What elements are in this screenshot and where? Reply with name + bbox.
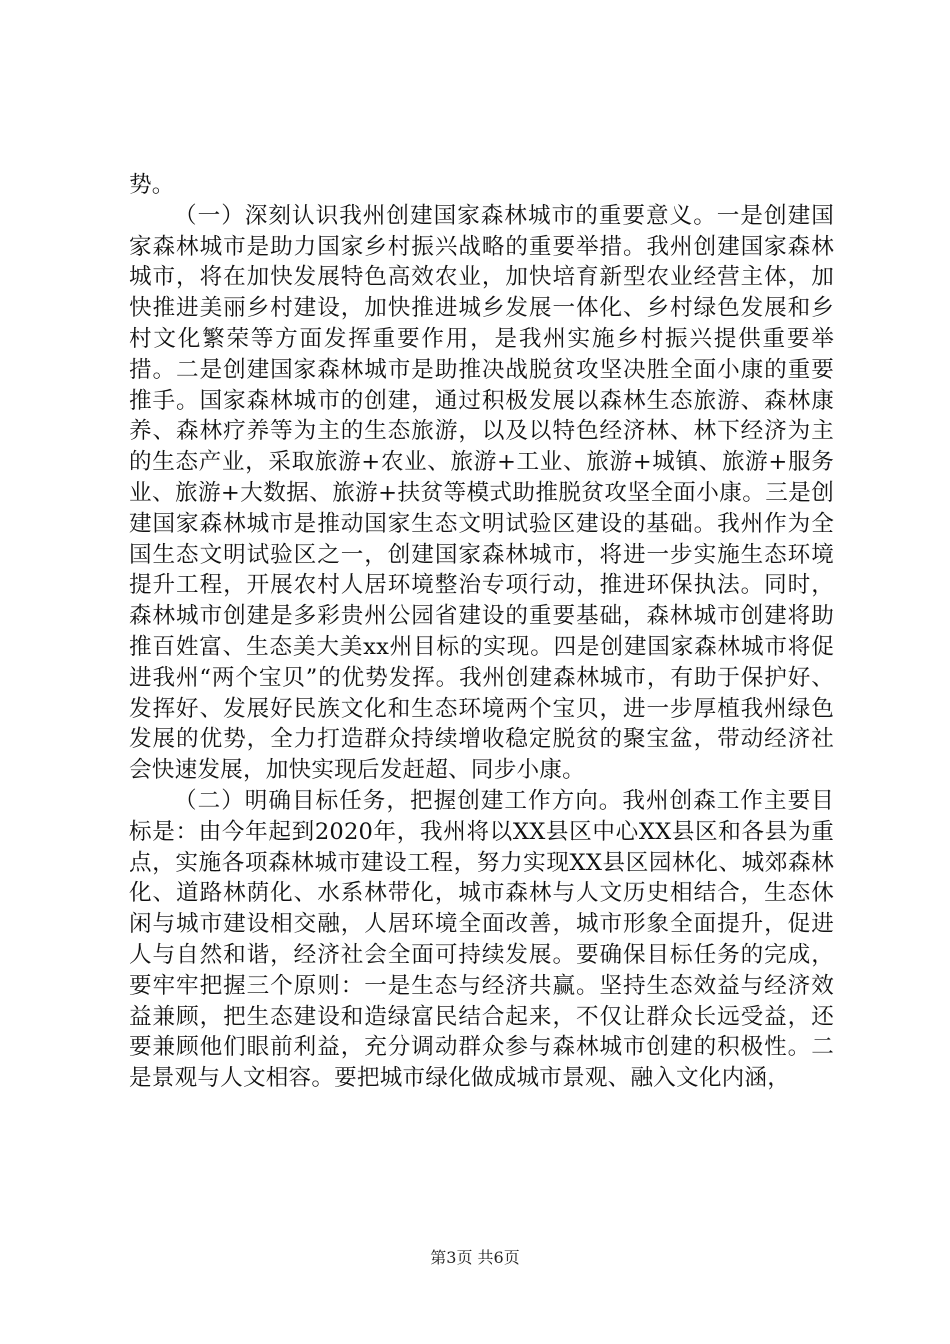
paragraph-goals: （二）明确目标任务，把握创建工作方向。我州创森工作主要目标是：由今年起到2020年，我州将以XX县区中心XX县区和各县为重点，实施各项森林城市建设工程，努力实现XX县区园林化、城郊森林化、道路林荫化、水系林带化，城市森林与人文历史相结合，生态休闲与城市建设相交融，人居环境全面改善，城市形象全面提升，促进人与自然和谐，经济社会全面可持续发展。要确保目标任务的完成，要牢牢把握三个原则：一是生态与经济共赢。坚持生态效益与经济效益兼顾，把生态建设和造绿富民结合起来，不仅让群众长远受益，还要兼顾他们眼前利益，充分调动群众参与森林城市创建的积极性。二是景观与人文相容。要把城市绿化做成城市景观、融入文化内涵，	[129, 787, 834, 1092]
document-body	[129, 170, 834, 1094]
paragraph-significance: （一）深刻认识我州创建国家森林城市的重要意义。一是创建国家森林城市是助力国家乡村振兴战略的重要举措。我州创建国家森林城市，将在加快发展特色高效农业，加快培育新型农业经营主体，加快推进美丽乡村建设，加快推进城乡发展一体化、乡村绿色发展和乡村文化繁荣等方面发挥重要作用，是我州实施乡村振兴提供重要举措。二是创建国家森林城市是助推决战脱贫攻坚决胜全面小康的重要推手。国家森林城市的创建，通过积极发展以森林生态旅游、森林康养、森林疗养等为主的生态旅游，以及以特色经济林、林下经济为主的生态产业，采取旅游+农业、旅游+工业、旅游+城镇、旅游+服务业、旅游+大数据、旅游+扶贫等模式助推脱贫攻坚全面小康。三是创建国家森林城市是推动国家生态文明试验区建设的基础。我州作为全国生态文明试验区之一，创建国家森林城市，将进一步实施生态环境提升工程，开展农村人居环境整治专项行动，推进环保执法。同时，森林城市创建是多彩贵州公园省建设的重要基础，森林城市创建将助推百姓富、生态美大美xx州目标的实现。四是创建国家森林城市将促进我州“两个宝贝”的优势发挥。我州创建森林城市，有助于保护好、发挥好、发展好民族文化和生态环境两个宝贝，进一步厚植我州绿色发展的优势，全力打造群众持续增收稳定脱贫的聚宝盆，带动经济社会快速发展，加快实现后发赶超、同步小康。	[129, 202, 834, 784]
page-footer: 第3页 共6页	[430, 1248, 520, 1267]
paragraph-continuation: 势。	[129, 172, 175, 198]
